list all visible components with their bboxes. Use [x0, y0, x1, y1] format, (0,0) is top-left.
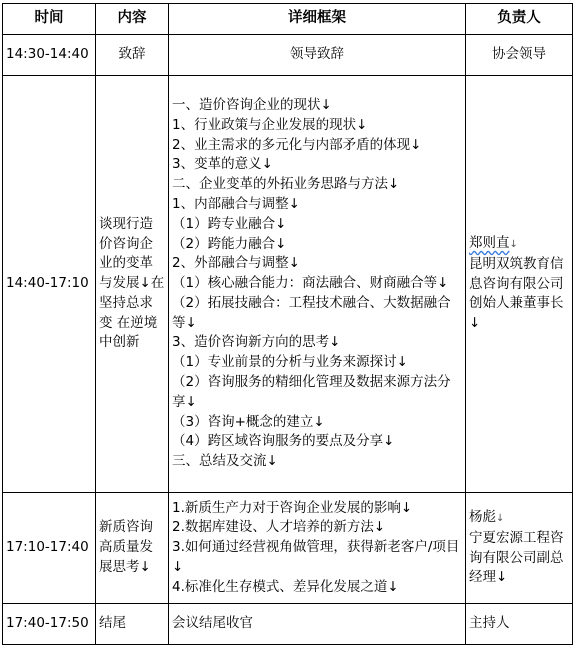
owner-name-line — [469, 508, 569, 529]
table-row — [3, 35, 573, 76]
detail-line: （1）跨专业融合↓ — [172, 215, 287, 232]
owner-name-mark: ↓ — [496, 512, 505, 524]
detail-line: 1、行业政策与企业发展的现状↓ — [172, 116, 368, 133]
table-header-row — [3, 4, 573, 35]
owner-cell: 主持人 — [466, 604, 573, 645]
content-cell: 致辞 — [96, 35, 169, 76]
detail-line: 1.新质生产力对于咨询企业发展的影响↓ — [172, 499, 413, 516]
table-row — [3, 604, 573, 645]
details-cell: 领导致辞 — [169, 35, 466, 76]
header-time: 时间 — [3, 4, 96, 35]
table-row — [3, 76, 573, 493]
agenda-table — [2, 3, 573, 645]
header-content: 内容 — [96, 4, 169, 35]
header-details: 详细框架 — [169, 4, 466, 35]
header-owner: 负责人 — [466, 4, 573, 35]
detail-line: 二、企业变革的外拓业务思路与方法↓ — [172, 176, 400, 193]
owner-cell — [466, 76, 573, 493]
content-cell: 谈现行造价咨询企业的变革与发展↓在坚持总求变 在逆境中创新 — [96, 76, 169, 493]
detail-line: 3、变革的意义↓ — [172, 156, 273, 173]
detail-line: （1）核心融合能力：商法融合、财商融合等↓ — [172, 275, 449, 292]
details-cell — [169, 76, 466, 493]
details-cell: 会议结尾收官 — [169, 604, 466, 645]
owner-name-line — [469, 234, 569, 255]
detail-line: 2.数据库建设、人才培养的新方法↓ — [172, 519, 386, 536]
owner-name: 郑则直 — [469, 235, 510, 251]
detail-line: 2、业主需求的多元化与内部矛盾的体现↓ — [172, 136, 422, 153]
time-cell: 14:40-17:10 — [3, 76, 96, 493]
detail-line: （4）跨区域咨询服务的要点及分享↓ — [172, 433, 395, 450]
time-cell: 17:40-17:50 — [3, 604, 96, 645]
content-cell: 结尾 — [96, 604, 169, 645]
detail-line: （2）拓展技融合：工程技术融合、大数据融合等↓ — [172, 294, 451, 331]
detail-line: 三、总结及交流↓ — [172, 453, 278, 470]
table-row — [3, 493, 573, 604]
owner-title: 宁夏宏源工程咨询有限公司副总经理↓ — [469, 529, 564, 586]
detail-line: （2）跨能力融合↓ — [172, 235, 287, 252]
time-cell: 14:30-14:40 — [3, 35, 96, 76]
detail-line: 1、内部融合与调整↓ — [172, 195, 300, 212]
owner-name: 杨彪 — [469, 508, 496, 525]
detail-line: 4.标准化生存模式、差异化发展之道↓ — [172, 578, 399, 595]
detail-line: 3、造价咨询新方向的思考↓ — [172, 334, 341, 351]
owner-title: 昆明双筑教育信息咨询有限公司创始人兼董事长↓ — [469, 255, 564, 332]
detail-line: （1）专业前景的分析与业务来源探讨↓ — [172, 354, 408, 371]
details-cell — [169, 493, 466, 604]
time-cell: 17:10-17:40 — [3, 493, 96, 604]
content-cell: 新质咨询高质量发展思考↓ — [96, 493, 169, 604]
owner-cell — [466, 493, 573, 604]
detail-line: （2）咨询服务的精细化管理及数据来源方法分享↓ — [172, 374, 451, 410]
owner-cell: 协会领导 — [466, 35, 573, 76]
detail-line: 3.如何通过经营视角做管理，获得新老客户/项目↓ — [172, 539, 460, 575]
detail-line: 一、造价咨询企业的现状↓ — [172, 96, 332, 113]
detail-line: 2、外部融合与调整↓ — [172, 255, 300, 272]
owner-name-mark: ↓ — [509, 239, 518, 250]
detail-line: （3）咨询+概念的建立↓ — [172, 413, 325, 430]
